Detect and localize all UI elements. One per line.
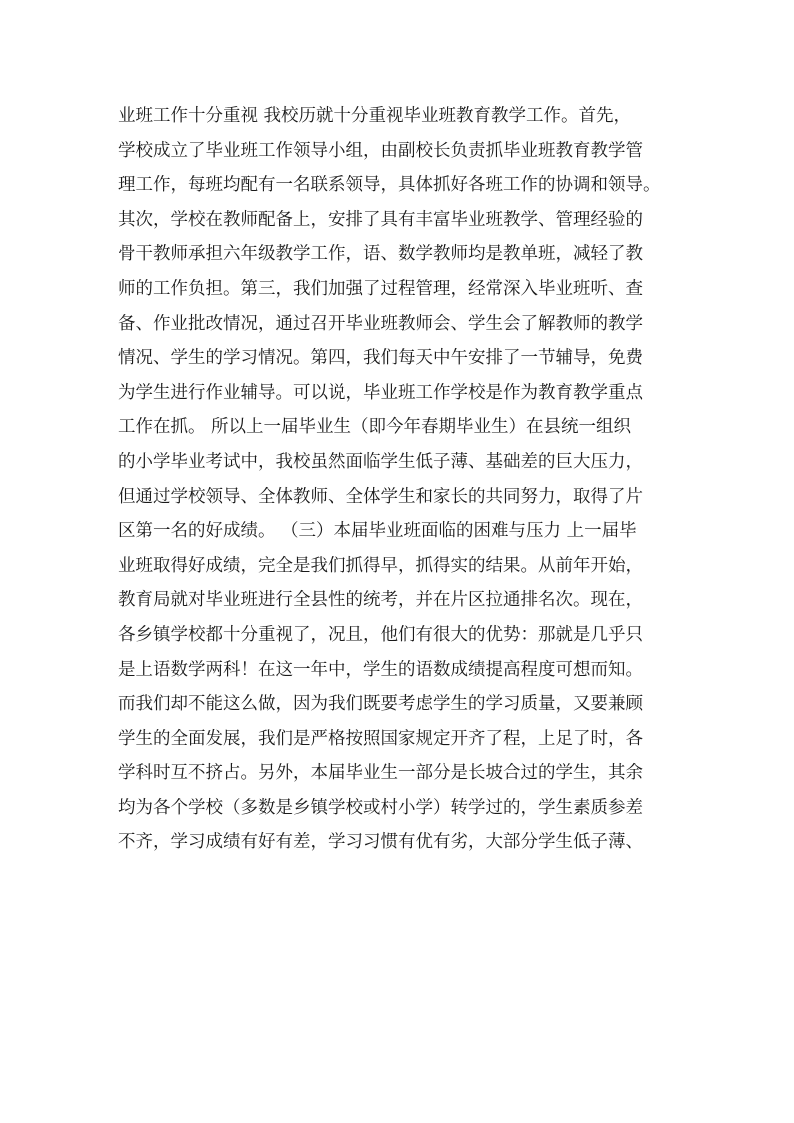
text-line: 区第一名的好成绩。 （三）本届毕业班面临的困难与压力 上一届毕 <box>118 521 637 542</box>
text-line: 教育局就对毕业班进行全县性的统考，并在片区拉通排名次。现在， <box>118 590 643 611</box>
body-text <box>118 99 688 860</box>
text-line: 均为各个学校（多数是乡镇学校或村小学）转学过的，学生素质参差 <box>118 797 643 818</box>
text-line: 理工作，每班均配有一名联系领导，具体抓好各班工作的协调和领导。 <box>118 175 661 196</box>
text-line: 情况、学生的学习情况。第四，我们每天中午安排了一节辅导，免费 <box>118 348 643 369</box>
text-line: 工作在抓。 所以上一届毕业生（即今年春期毕业生）在县统一组织 <box>118 417 632 438</box>
text-line: 各乡镇学校都十分重视了，况且，他们有很大的优势：那就是几乎只 <box>118 624 643 645</box>
text-line: 备、作业批改情况，通过召开毕业班教师会、学生会了解教师的教学 <box>118 313 643 334</box>
text-line: 学生的全面发展，我们是严格按照国家规定开齐了程，上足了时，各 <box>118 728 643 749</box>
text-line: 是上语数学两科！在这一年中，学生的语数成绩提高程度可想而知。 <box>118 659 643 680</box>
text-line: 而我们却不能这么做，因为我们既要考虑学生的学习质量，又要兼顾 <box>118 694 643 715</box>
text-line: 学校成立了毕业班工作领导小组，由副校长负责抓毕业班教育教学管 <box>118 140 643 161</box>
text-line: 学科时互不挤占。另外，本届毕业生一部分是长坡合过的学生，其余 <box>118 763 643 784</box>
text-line: 的小学毕业考试中，我校虽然面临学生低子薄、基础差的巨大压力， <box>118 451 643 472</box>
text-line: 骨干教师承担六年级教学工作，语、数学教师均是教单班，减轻了教 <box>118 244 643 265</box>
text-line: 不齐，学习成绩有好有差，学习习惯有优有劣，大部分学生低子薄、 <box>118 832 643 853</box>
text-line: 其次，学校在教师配备上，安排了具有丰富毕业班教学、管理经验的 <box>118 209 643 230</box>
text-line: 但通过学校领导、全体教师、全体学生和家长的共同努力，取得了片 <box>118 486 643 507</box>
text-line: 业班工作十分重视 我校历就十分重视毕业班教育教学工作。首先， <box>118 106 632 126</box>
text-line: 业班取得好成绩，完全是我们抓得早，抓得实的结果。从前年开始， <box>118 555 643 576</box>
text-line: 师的工作负担。第三，我们加强了过程管理，经常深入毕业班听、查 <box>118 278 643 299</box>
text-line: 为学生进行作业辅导。可以说，毕业班工作学校是作为教育教学重点 <box>118 382 643 403</box>
